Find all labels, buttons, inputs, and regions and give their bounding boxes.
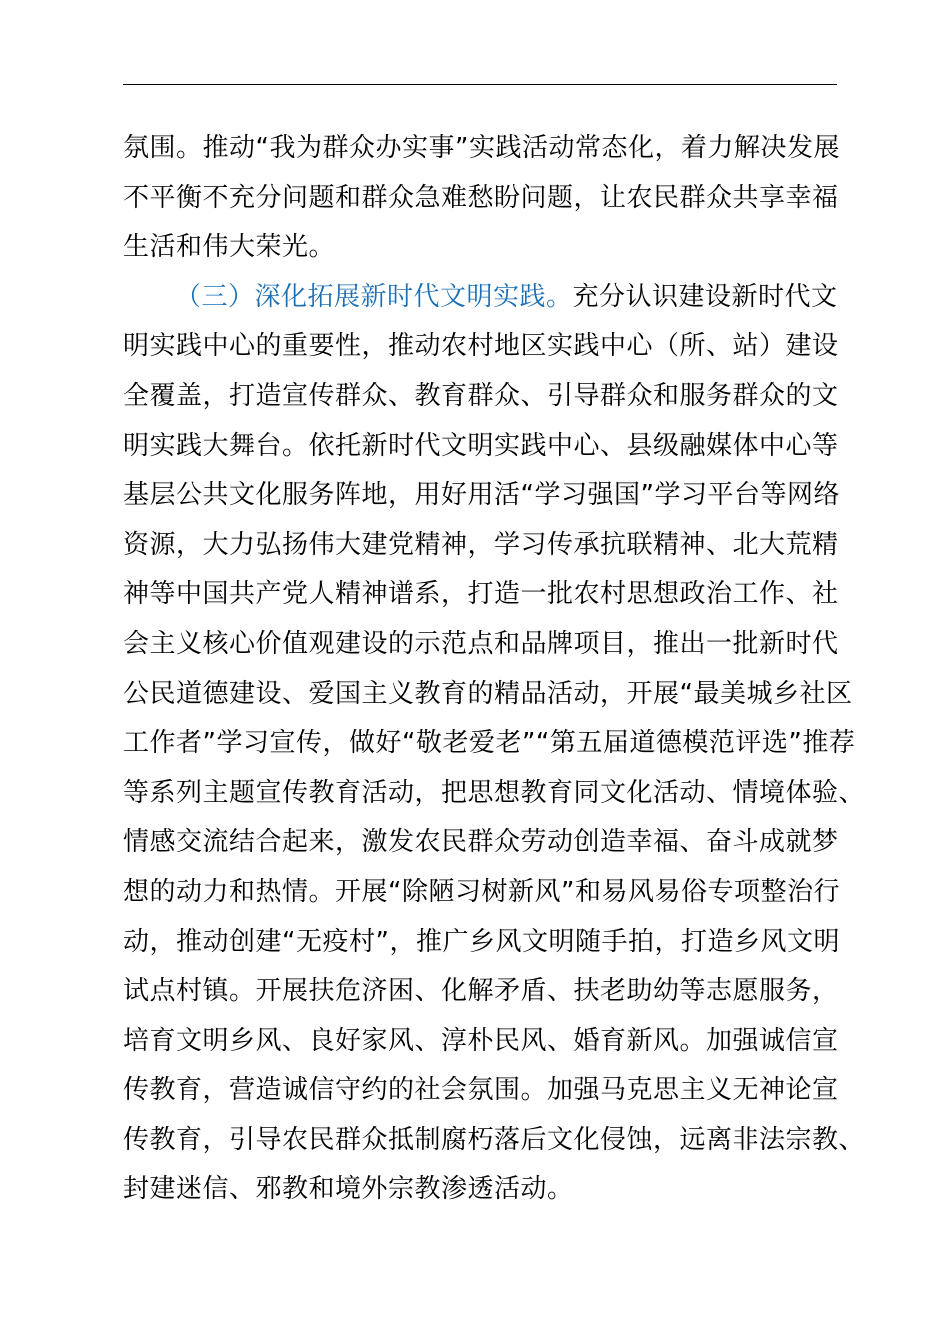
- text-line: 传教育，营造诚信守约的社会氛围。加强马克思主义无神论宣: [123, 1075, 839, 1106]
- text-line: 明实践中心的重要性，推动农村地区实践中心（所、站）建设: [123, 331, 839, 362]
- text-line: 培育文明乡风、良好家风、淳朴民风、婚育新风。加强诚信宣: [123, 1025, 839, 1056]
- text-line: 封建迷信、邪教和境外宗教渗透活动。: [123, 1174, 574, 1205]
- text-line: [123, 273, 838, 323]
- text-line: 公民道德建设、爱国主义教育的精品活动，开展“最美城乡社区: [123, 678, 853, 709]
- text-line: 会主义核心价值观建设的示范点和品牌项目，推出一批新时代: [123, 628, 839, 659]
- text-line: 传教育，引导农民群众抵制腐朽落后文化侵蚀，远离非法宗教、: [123, 1124, 866, 1155]
- header-rule: [123, 84, 837, 85]
- text-line: 生活和伟大荣光。: [123, 232, 336, 263]
- text-line: 想的动力和热情。开展“除陋习树新风”和易风易俗专项整治行: [123, 876, 840, 907]
- text-line: 试点村镇。开展扶危济困、化解矛盾、扶老助幼等志愿服务，: [123, 976, 839, 1007]
- paragraph-section-three: [123, 273, 866, 1215]
- text-line: 全覆盖，打造宣传群众、教育群众、引导群众和服务群众的文: [123, 380, 839, 411]
- text-line: 神等中国共产党人精神谱系，打造一批农村思想政治工作、社: [123, 579, 839, 610]
- text-line: 工作者”学习宣传，做好“敬老爱老”“第五届道德模范评选”推荐: [123, 728, 856, 759]
- text-line: 等系列主题宣传教育活动，把思想教育同文化活动、情境体验、: [123, 777, 866, 808]
- document-body: [123, 124, 866, 1215]
- text-line: 基层公共文化服务阵地，用好用活“学习强国”学习平台等网络: [123, 480, 840, 511]
- text-line: 资源，大力弘扬伟大建党精神，学习传承抗联精神、北大荒精: [123, 529, 839, 560]
- section-heading: （三）深化拓展新时代文明实践。: [175, 281, 573, 312]
- text-line: 氛围。推动“我为群众办实事”实践活动常态化，着力解决发展: [123, 133, 840, 163]
- paragraph-continuation: [123, 124, 838, 273]
- text-line: 情感交流结合起来，激发农民群众劳动创造幸福、奋斗成就梦: [123, 827, 839, 858]
- text-line: 动，推动创建“无疫村”，推广乡风文明随手拍，打造乡风文明: [123, 926, 840, 957]
- text-line: 不平衡不充分问题和群众急难愁盼问题，让农民群众共享幸福: [123, 182, 839, 213]
- text-line: 明实践大舞台。依托新时代文明实践中心、县级融媒体中心等: [123, 430, 839, 461]
- text-run: 充分认识建设新时代文: [572, 281, 838, 312]
